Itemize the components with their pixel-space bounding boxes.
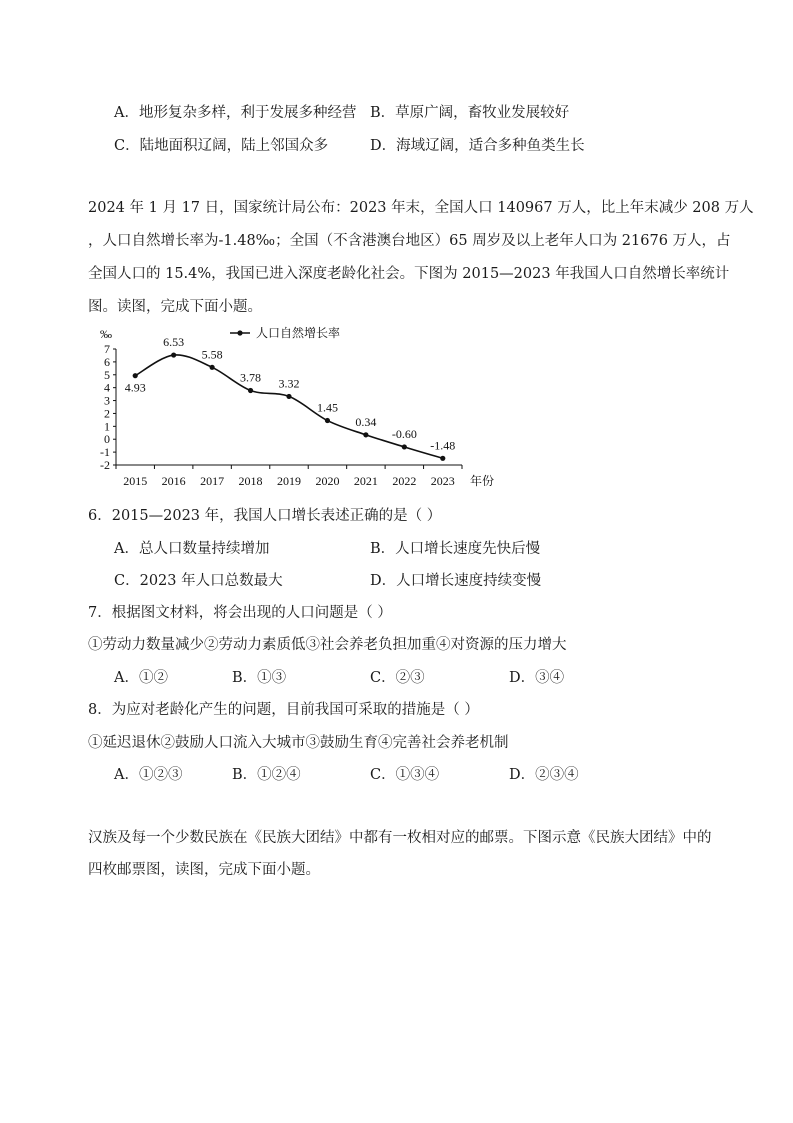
- data-label: 3.78: [240, 370, 262, 385]
- passage1-line4: 图。读图，完成下面小题。: [88, 299, 262, 315]
- passage2-line2: 四枚邮票图，读图，完成下面小题。: [88, 862, 320, 878]
- y-axis-label: ‰: [100, 327, 112, 341]
- y-tick-label: -2: [100, 458, 110, 472]
- q5-option-c: C．陆地面积辽阔，陆上邻国众多: [114, 138, 329, 154]
- y-tick-label: 3: [104, 393, 110, 408]
- q5-option-a: A．地形复杂多样，利于发展多种经营: [114, 105, 357, 121]
- y-tick-label: -1: [100, 445, 110, 460]
- q8-option-c: C．①③④: [370, 767, 440, 783]
- q5-option-b: B．草原广阔，畜牧业发展较好: [370, 105, 570, 121]
- y-tick-label: 4: [104, 380, 110, 395]
- q7-option-a: A．①②: [114, 670, 168, 686]
- data-point: [248, 388, 253, 393]
- x-tick-label: 2020: [315, 474, 340, 488]
- q6-option-c: C．2023 年人口总数最大: [114, 573, 283, 589]
- y-tick-label: 5: [104, 367, 110, 382]
- chart-y-ticks: [100, 342, 116, 472]
- data-label: -1.48: [430, 438, 456, 453]
- data-label: 4.93: [124, 380, 146, 395]
- data-label: 3.32: [278, 376, 300, 391]
- q6-option-a: A．总人口数量持续增加: [114, 541, 270, 557]
- x-tick-label: 2016: [161, 474, 186, 488]
- x-tick-label: 2019: [277, 474, 301, 488]
- q8-items: ①延迟退休②鼓励人口流入大城市③鼓励生育④完善社会养老机制: [88, 735, 509, 751]
- x-tick-label: 2023: [430, 474, 455, 488]
- q7-option-c: C．②③: [370, 670, 425, 686]
- passage1-line1: 2024 年 1 月 17 日，国家统计局公布：2023 年末，全国人口 140967 万人，比上年末减少 208 万人: [88, 200, 754, 216]
- x-tick-label: 2018: [238, 474, 263, 488]
- y-tick-label: 2: [104, 406, 110, 421]
- q6-option-d: D．人口增长速度持续变慢: [370, 573, 542, 589]
- passage2-line1: 汉族及每一个少数民族在《民族大团结》中都有一枚相对应的邮票。下图示意《民族大团结》中的: [88, 830, 712, 846]
- q7-items: ①劳动力数量减少②劳动力素质低③社会养老负担加重④对资源的压力增大: [88, 637, 567, 653]
- chart-axes: [116, 349, 462, 465]
- x-tick-label: 2017: [200, 474, 225, 488]
- legend-marker: [237, 330, 242, 335]
- chart-x-ticks: [116, 465, 462, 488]
- data-point: [210, 365, 215, 370]
- passage1-line3: 全国人口的 15.4%，我国已进入深度老龄化社会。下图为 2015—2023 年我国人口自然增长率统计: [88, 266, 730, 282]
- series-line: [135, 355, 443, 458]
- y-tick-label: 6: [104, 354, 110, 369]
- x-tick-label: 2022: [392, 474, 417, 488]
- population-growth-chart: [82, 322, 522, 492]
- x-tick-label: 2015: [123, 474, 148, 488]
- data-point: [171, 352, 176, 357]
- q8-stem: 8．为应对老龄化产生的问题，目前我国可采取的措施是（ ）: [88, 702, 479, 718]
- data-point: [133, 373, 138, 378]
- q7-stem: 7．根据图文材料，将会出现的人口问题是（ ）: [88, 605, 392, 621]
- y-tick-label: 0: [104, 432, 110, 447]
- y-tick-label: 7: [104, 342, 110, 356]
- data-point: [286, 394, 291, 399]
- x-tick-label: 2021: [353, 474, 378, 488]
- x-axis-label: 年份: [470, 474, 495, 488]
- q6-option-b: B．人口增长速度先快后慢: [370, 541, 541, 557]
- q7-option-d: D．③④: [509, 670, 565, 686]
- data-point: [363, 432, 368, 437]
- data-point: [440, 456, 445, 461]
- data-point: [402, 444, 407, 449]
- q6-stem: 6．2015—2023 年，我国人口增长表述正确的是（ ）: [88, 508, 442, 524]
- data-label: -0.60: [391, 426, 417, 441]
- q5-option-d: D．海域辽阔，适合多种鱼类生长: [370, 138, 585, 154]
- data-point: [325, 418, 330, 423]
- q8-option-d: D．②③④: [509, 767, 579, 783]
- data-label: 0.34: [355, 414, 377, 429]
- q8-option-a: A．①②③: [114, 767, 183, 783]
- y-tick-label: 1: [104, 419, 110, 434]
- q8-option-b: B．①②④: [232, 767, 301, 783]
- data-label: 5.58: [201, 347, 223, 362]
- legend-label: 人口自然增长率: [256, 326, 341, 340]
- data-label: 1.45: [316, 400, 338, 415]
- passage1-line2: ，人口自然增长率为-1.48‰；全国（不含港澳台地区）65 周岁及以上老年人口为 21676 万人，占: [88, 233, 731, 249]
- q7-option-b: B．①③: [232, 670, 287, 686]
- chart-legend: [230, 325, 340, 340]
- data-label: 6.53: [163, 335, 185, 350]
